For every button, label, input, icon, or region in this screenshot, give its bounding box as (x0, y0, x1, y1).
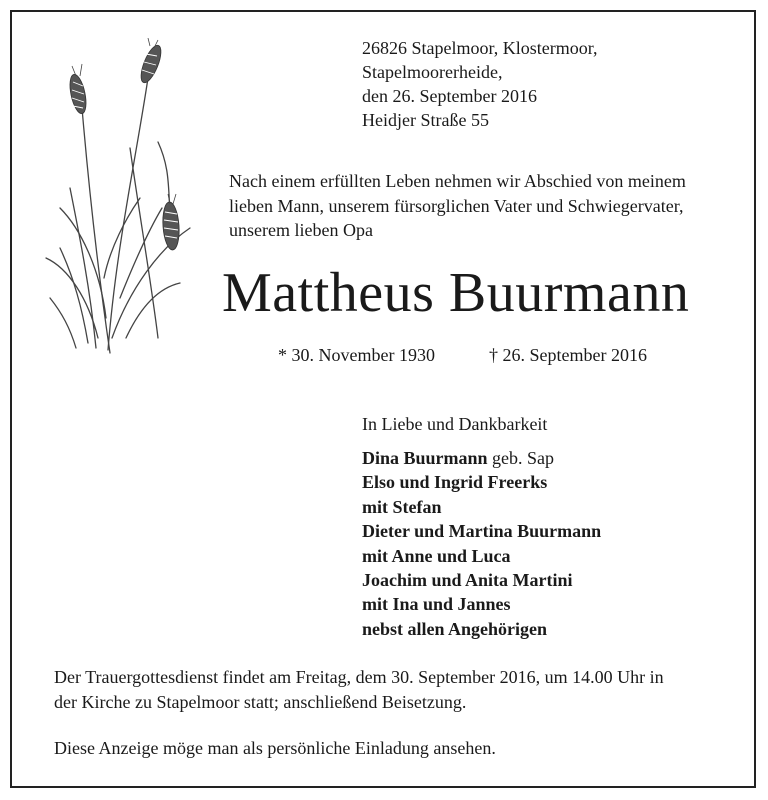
intro-text (229, 169, 729, 243)
mourners-list (362, 446, 601, 641)
address-line: Heidjer Straße 55 (362, 110, 489, 130)
mourner-name: mit Stefan (362, 496, 442, 517)
mourner-line (362, 519, 601, 543)
mourner-name: mit Ina und Jannes (362, 594, 511, 615)
death-date: † 26. September 2016 (489, 345, 647, 365)
mourner-name: mit Anne und Luca (362, 545, 511, 566)
mourner-line (362, 470, 601, 494)
invitation-note: Diese Anzeige möge man als persönliche Einladung ansehen. (54, 738, 496, 758)
service-line: der Kirche zu Stapelmoor statt; anschließend Beisetzung. (54, 691, 467, 712)
mourner-line (362, 544, 601, 568)
address-line: Stapelmoorerheide, (362, 62, 503, 82)
closing-phrase: In Liebe und Dankbarkeit (362, 414, 548, 434)
birth-date: * 30. November 1930 (278, 345, 435, 365)
address-line: 26826 Stapelmoor, Klostermoor, (362, 38, 598, 58)
mourner-name: nebst allen Angehörigen (362, 618, 548, 639)
mourner-name: Dieter und Martina Buurmann (362, 521, 602, 542)
mourner-line (362, 568, 601, 592)
mourner-name: Joachim und Anita Martini (362, 570, 573, 591)
address-line: den 26. September 2016 (362, 86, 537, 106)
mourner-line (362, 592, 601, 616)
mourner-maiden-name: geb. Sap (487, 448, 555, 468)
intro-line: lieben Mann, unserem fürsorglichen Vater und Schwiegervater, (229, 195, 684, 216)
mourner-line (362, 495, 601, 519)
service-info (54, 665, 664, 714)
service-line: Der Trauergottesdienst findet am Freitag, dem 30. September 2016, um 14.00 Uhr in (54, 667, 664, 687)
intro-line: Nach einem erfüllten Leben nehmen wir Abschied von meinem (229, 171, 686, 191)
address-block (362, 36, 598, 132)
mourner-line (362, 617, 601, 641)
mourner-line (362, 446, 601, 470)
mourner-name: Dina Buurmann (362, 448, 488, 468)
deceased-name: Mattheus Buurmann (222, 262, 690, 324)
wheat-stalks-icon (40, 38, 200, 358)
mourner-name: Elso und Ingrid Freerks (362, 472, 548, 493)
intro-line: unserem lieben Opa (229, 220, 373, 240)
